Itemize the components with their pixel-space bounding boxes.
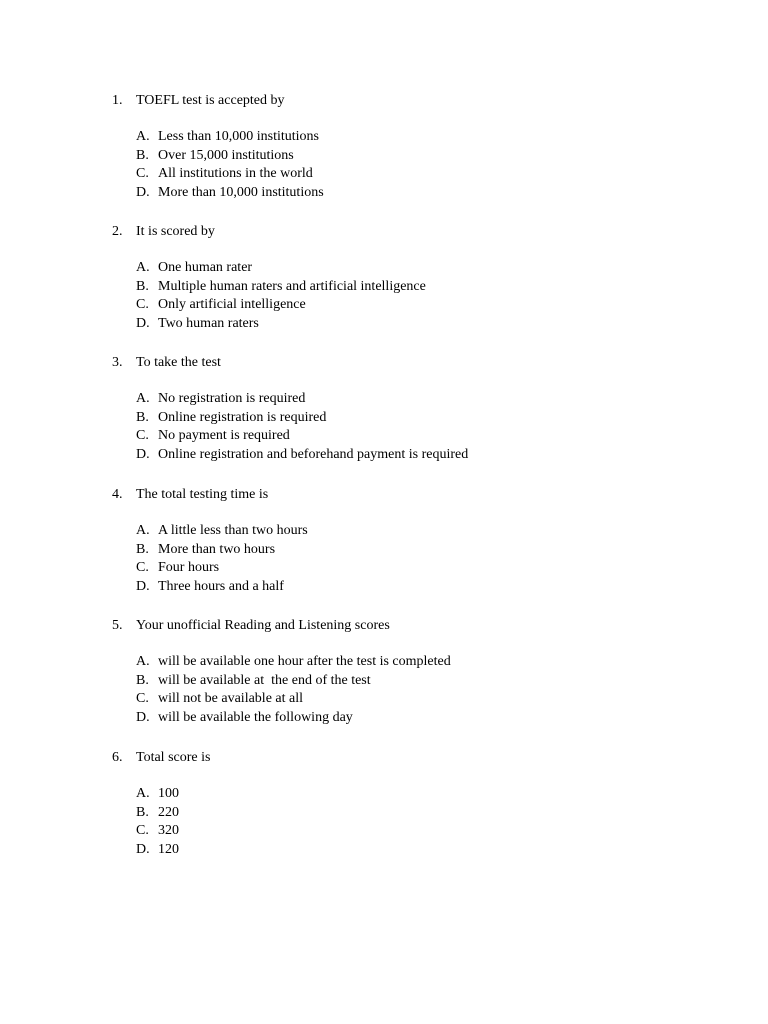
answer-options <box>112 785 712 860</box>
question-stem <box>112 222 712 241</box>
option-text: More than two hours <box>158 541 276 557</box>
option-letter: D. <box>136 447 150 463</box>
question-stem <box>112 485 712 504</box>
option-a <box>136 522 712 541</box>
question-number: 6. <box>112 750 123 765</box>
option-text: Four hours <box>158 560 220 576</box>
option-letter: B. <box>136 147 149 163</box>
question-stem <box>112 353 712 372</box>
option-d <box>136 578 712 597</box>
option-d <box>136 841 712 860</box>
option-d <box>136 446 712 465</box>
option-letter: D. <box>136 185 150 201</box>
option-b <box>136 541 712 560</box>
option-a <box>136 390 712 409</box>
question-number: 4. <box>112 487 123 502</box>
option-b <box>136 278 712 297</box>
option-b <box>136 409 712 428</box>
option-letter: D. <box>136 710 150 726</box>
option-text: 100 <box>158 786 179 801</box>
option-letter: A. <box>136 654 150 669</box>
option-b <box>136 147 712 166</box>
option-d <box>136 315 712 334</box>
answer-options <box>112 522 712 597</box>
option-text: Multiple human raters and artificial intelligence <box>158 278 426 294</box>
question-text: To take the test <box>136 355 221 370</box>
option-b <box>136 804 712 823</box>
question-5 <box>112 616 712 728</box>
option-letter: B. <box>136 278 149 294</box>
option-text: A little less than two hours <box>158 523 308 538</box>
question-number: 1. <box>112 93 123 108</box>
option-c <box>136 822 712 841</box>
option-d <box>136 184 712 203</box>
option-b <box>136 672 712 691</box>
option-c <box>136 427 712 446</box>
question-stem <box>112 91 712 110</box>
option-text: 120 <box>158 842 179 858</box>
question-3 <box>112 353 712 465</box>
question-number: 5. <box>112 618 123 633</box>
option-letter: D. <box>136 579 150 595</box>
option-text: More than 10,000 institutions <box>158 185 324 201</box>
answer-options <box>112 653 712 728</box>
option-text: will be available one hour after the test is completed <box>158 654 451 669</box>
option-letter: C. <box>136 166 149 182</box>
option-text: Two human raters <box>158 316 259 332</box>
option-text: Online registration and beforehand payment is required <box>158 447 469 463</box>
question-text: Total score is <box>136 750 211 765</box>
option-letter: A. <box>136 786 150 801</box>
option-letter: B. <box>136 409 149 425</box>
question-stem <box>112 616 712 635</box>
option-c <box>136 559 712 578</box>
option-text: Over 15,000 institutions <box>158 147 294 163</box>
option-letter: A. <box>136 260 150 275</box>
option-c <box>136 690 712 709</box>
question-number: 2. <box>112 224 123 239</box>
option-a <box>136 785 712 804</box>
answer-options <box>112 128 712 203</box>
option-a <box>136 259 712 278</box>
option-letter: C. <box>136 823 149 839</box>
answer-options <box>112 390 712 465</box>
question-6 <box>112 748 712 860</box>
question-text: Your unofficial Reading and Listening scores <box>136 618 390 633</box>
option-c <box>136 165 712 184</box>
option-text: No payment is required <box>158 428 290 444</box>
option-c <box>136 296 712 315</box>
option-d <box>136 709 712 728</box>
question-text: It is scored by <box>136 224 215 239</box>
option-text: 220 <box>158 804 179 820</box>
option-text: Less than 10,000 institutions <box>158 129 319 144</box>
option-letter: B. <box>136 541 149 557</box>
option-letter: A. <box>136 391 150 406</box>
option-text: No registration is required <box>158 391 306 406</box>
question-stem <box>112 748 712 767</box>
option-letter: A. <box>136 523 150 538</box>
question-text: The total testing time is <box>136 487 269 502</box>
option-text: 320 <box>158 823 179 839</box>
option-text: will not be available at all <box>158 691 304 707</box>
question-4 <box>112 485 712 597</box>
option-letter: A. <box>136 129 150 144</box>
option-text: All institutions in the world <box>158 166 313 182</box>
option-letter: C. <box>136 560 149 576</box>
option-letter: B. <box>136 672 149 688</box>
option-text: One human rater <box>158 260 253 275</box>
option-letter: C. <box>136 297 149 313</box>
option-letter: C. <box>136 691 149 707</box>
option-letter: B. <box>136 804 149 820</box>
option-letter: D. <box>136 842 150 858</box>
answer-options <box>112 259 712 334</box>
option-text: will be available the following day <box>158 710 353 726</box>
question-number: 3. <box>112 355 123 370</box>
option-letter: D. <box>136 316 150 332</box>
option-letter: C. <box>136 428 149 444</box>
question-2 <box>112 222 712 334</box>
option-text: Three hours and a half <box>158 579 284 595</box>
option-text: Only artificial intelligence <box>158 297 306 313</box>
option-text: Online registration is required <box>158 409 327 425</box>
question-1 <box>112 91 712 203</box>
option-text: will be available at the end of the test <box>158 672 371 688</box>
option-a <box>136 653 712 672</box>
question-text: TOEFL test is accepted by <box>136 93 285 108</box>
option-a <box>136 128 712 147</box>
